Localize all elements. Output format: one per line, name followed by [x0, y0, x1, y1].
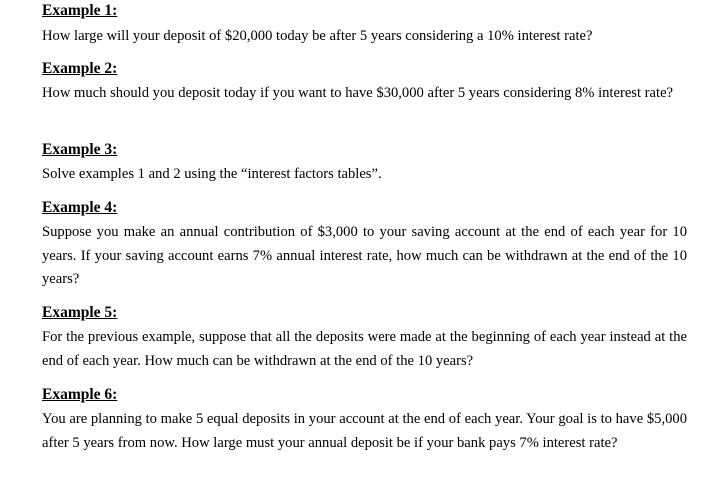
example-6 [42, 385, 687, 455]
example-3-text: Solve examples 1 and 2 using the “interest factors tables”. [42, 166, 382, 182]
example-1-heading: Example 1: [42, 2, 118, 19]
example-5-heading: Example 5: [42, 304, 118, 321]
example-6-text: You are planning to make 5 equal deposits in your account at the end of each year. Your goal is to have $5,000 after 5 years from now. How large must your annual deposit be if your bank pays 7% interest rate? [42, 411, 687, 451]
example-2 [42, 59, 687, 106]
example-1-text: How large will your deposit of $20,000 today be after 5 years considering a 10% interest rate? [42, 28, 593, 44]
example-4-text: Suppose you make an annual contribution of $3,000 to your saving account at the end of each year for 10 years. If your saving account earns 7% annual interest rate, how much can be withdrawn at the end of the 10 years? [42, 224, 687, 287]
example-5 [42, 303, 687, 373]
example-4 [42, 198, 687, 292]
example-2-heading: Example 2: [42, 60, 118, 77]
example-2-text: How much should you deposit today if you want to have $30,000 after 5 years considering 8% interest rate? [42, 85, 674, 101]
example-4-heading: Example 4: [42, 199, 118, 216]
example-3-heading: Example 3: [42, 141, 118, 158]
example-1 [42, 1, 687, 49]
example-5-text: For the previous example, suppose that all the deposits were made at the beginning of each year instead at the end of each year. How much can be withdrawn at the end of the 10 years? [42, 329, 687, 369]
example-6-heading: Example 6: [42, 386, 118, 403]
example-3 [42, 140, 687, 187]
